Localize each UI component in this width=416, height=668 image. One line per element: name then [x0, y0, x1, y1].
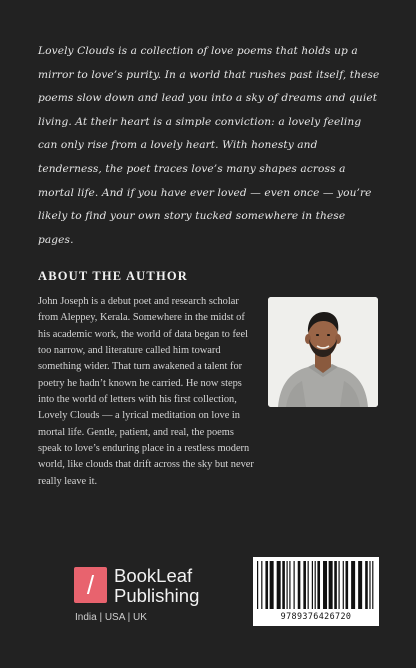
barcode-bar [365, 561, 368, 609]
back-cover-blurb: Lovely Clouds is a collection of love poems that holds up a mirror to love’s purity. In a world that rushes past itself, these poems slow down and lead you into a sky of dreams and quiet living. At their heart is a simple conviction: a lovely feeling can only rise from a lovely heart. With honesty and tenderness, the poet traces love’s many shapes across a mortal life. And if you have ever loved — even once — you’re likely to find your own story tucked somewhere in these pages. [38, 45, 380, 246]
barcode-bar [308, 561, 309, 609]
about-author-heading: ABOUT THE AUTHOR [38, 269, 189, 283]
publisher-logo-glyph: / [86, 570, 95, 600]
barcode-bar [346, 561, 349, 609]
barcode-bar [287, 561, 288, 609]
publisher-name-line1: BookLeaf [114, 565, 193, 586]
publisher-logo [74, 567, 107, 603]
barcode-bar [351, 561, 355, 609]
barcode-bar [289, 561, 290, 609]
barcode-bar [343, 561, 344, 609]
barcode-bar [334, 561, 337, 609]
publisher-name-line2: Publishing [114, 585, 200, 606]
barcode-bar [338, 561, 339, 609]
barcode-bar [270, 561, 274, 609]
barcode-bar [312, 561, 313, 609]
isbn-number: 9789376426720 [280, 611, 352, 621]
isbn-barcode [253, 557, 379, 626]
barcode-bar [265, 561, 268, 609]
barcode-bar [294, 561, 295, 609]
barcode-bar [369, 561, 370, 609]
barcode-bar [303, 561, 306, 609]
barcode-bar [257, 561, 258, 609]
publisher-locations: India | USA | UK [75, 612, 147, 623]
barcode-bar [329, 561, 333, 609]
barcode-bar [298, 561, 301, 609]
barcode-bar [282, 561, 285, 609]
barcode-bar [358, 561, 362, 609]
barcode-bars [257, 561, 375, 609]
barcode-bar [317, 561, 320, 609]
barcode-bar [315, 561, 316, 609]
author-bio: John Joseph is a debut poet and research scholar from Aleppey, Kerala. Somewhere in the midst of his academic work, the world of data began to feel too narrow, and literature called him toward something wider. That turn awakened a talent for poetry he hadn’t known he carried. He now steps into the world of letters with his first collection, Lovely Clouds — a lyrical meditation on love in mortal life. Gentle, patient, and real, the poems speak to love’s enduring place in a restless modern world, like clouds that drift across the sky but never really leave it. [38, 296, 254, 487]
barcode-bar [323, 561, 327, 609]
author-portrait-image [268, 297, 378, 407]
barcode-bar [261, 561, 262, 609]
barcode-bar [277, 561, 281, 609]
publisher-block [74, 567, 214, 647]
author-photo [268, 297, 378, 407]
barcode-bar [372, 561, 373, 609]
